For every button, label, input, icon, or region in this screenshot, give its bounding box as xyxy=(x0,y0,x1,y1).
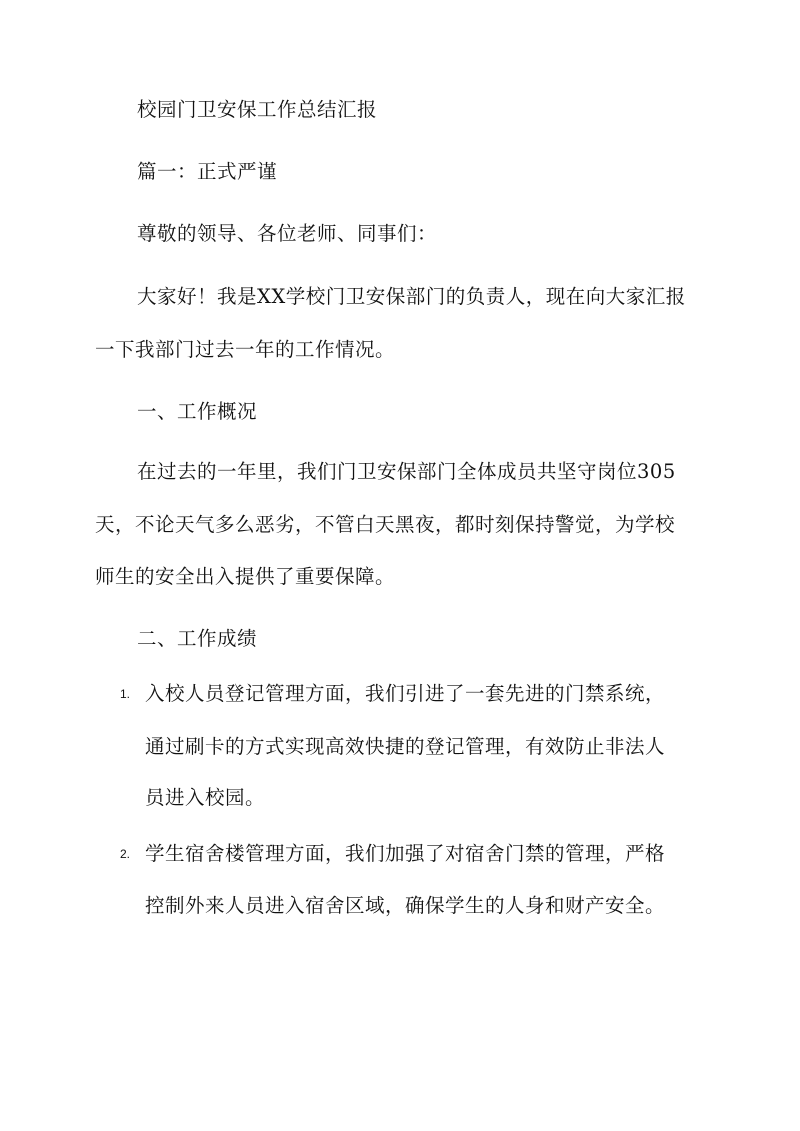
list-item-line-1: 入校人员登记管理方面，我们引进了一套先进的门禁系统， xyxy=(145,682,666,705)
section-1-line-2: 天，不论天气多么恶劣，不管白天黑夜，都时刻保持警觉，为学校 xyxy=(95,513,676,536)
section-1-line-3: 师生的安全出入提供了重要保障。 xyxy=(95,565,396,588)
list-item-line-1: 学生宿舍楼管理方面，我们加强了对宿舍门禁的管理，严格 xyxy=(145,842,666,865)
list-item-number: 1. xyxy=(120,687,131,701)
section-1-heading: 一、工作概况 xyxy=(137,400,258,423)
list-item-line-2: 控制外来人员进入宿舍区域，确保学生的人身和财产安全。 xyxy=(145,894,666,917)
document-title: 校园门卫安保工作总结汇报 xyxy=(137,98,378,121)
section-2-heading: 二、工作成绩 xyxy=(137,627,258,650)
intro-line-2: 一下我部门过去一年的工作情况。 xyxy=(95,338,396,361)
list-item-number: 2. xyxy=(120,847,131,861)
document-subtitle: 篇一：正式严谨 xyxy=(137,160,278,183)
salutation: 尊敬的领导、各位老师、同事们： xyxy=(137,222,438,245)
list-item-line-3: 员进入校园。 xyxy=(145,786,266,809)
intro-line-1: 大家好！我是XX学校门卫安保部门的负责人，现在向大家汇报 xyxy=(137,285,686,308)
list-item-line-2: 通过刷卡的方式实现高效快捷的登记管理，有效防止非法人 xyxy=(145,735,666,758)
section-1-line-1: 在过去的一年里，我们门卫安保部门全体成员共坚守岗位305 xyxy=(137,460,676,483)
